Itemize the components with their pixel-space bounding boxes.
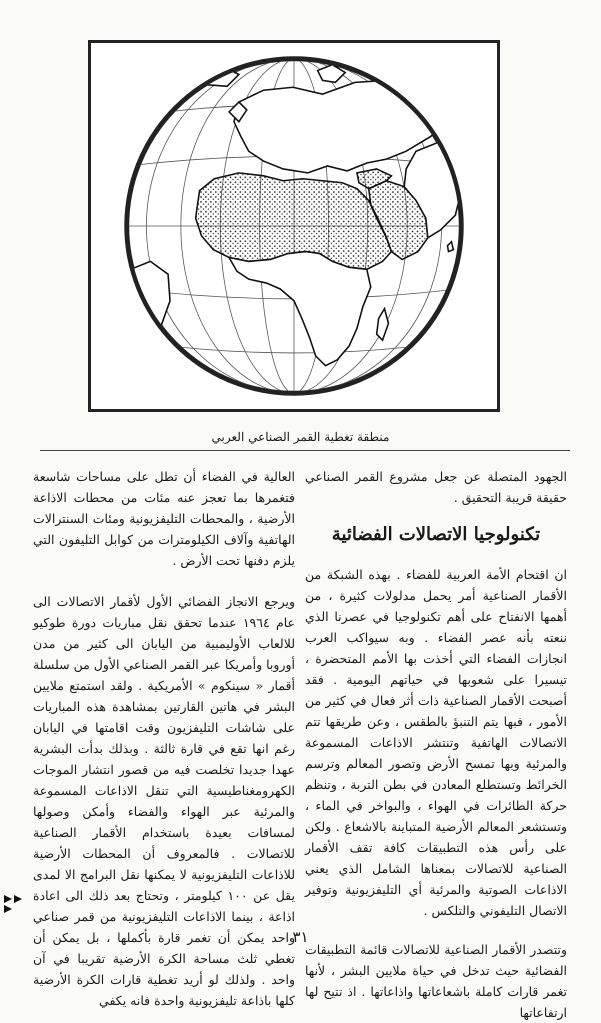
body-paragraph: ان اقتحام الأمة العربية للفضاء . بهذه الشبكة من الأقمار الصناعية أمر يحمل مدلولات كثيرة ، من أهمها الانفتاح على أهم تكنولوجيا في عصرنا الذي ننعته بأنه عصر الفضاء . وبه سيواكب العرب انجازات الفضاء التي أخذت بها الأمم المتحضرة ، تيسيرا على شعوبها في حياتهم اليومية . فقد أصبحت الأقمار الصناعية ذات أثر فعال في كثير من الأمور ، فبها يتم التنبؤ بالطقس ، وعن طريقها تتم الاتصالات الهاتفية وتنتشر الاذاعات المسموعة والمرئية وبها تمسح الأرض وتصور المعالم وترسم الخرائط وتستطلع المعادن في بطن التربة ، وتنظم حركة الطائرات في الهواء ، والبواخر في الماء ، وتستشعر المعالم الأرضية المتباينة بالاشعاع . ولكن على رأس هذه التطبيقات كافة تقف الأقمار الصناعية للاتصالات بمعناها الشامل الذي يعني الاذاعات الصوتية والمرئية أي التليفزيونية وتوفير الاتصال التليفوني والتلكس . <box>305 567 567 918</box>
figure-caption: منطقة تغطية القمر الصناعي العربي <box>211 430 390 444</box>
intro-paragraph: الجهود المتصلة عن جعل مشروع القمر الصناعي حقيقة قريبة التحقيق . <box>305 469 567 505</box>
page-marker-icon <box>2 893 26 915</box>
section-heading: تكنولوجيا الاتصالات الفضائية <box>331 524 541 545</box>
caption-divider <box>40 450 570 451</box>
body-paragraph: ويرجع الانجاز الفضائي الأول لأقمار الاتصالات الى عام ١٩٦٤ عندما تحقق نقل مباريات دورة طوكيو للالعاب الأوليمبية من اليابان الى كثير من مدن أوروبا وأمريكا عبر القمر الصناعي الأول من سلسلة أقمار « سينكوم » الأمريكية . ولقد استمتع ملايين البشر في هاتين القارتين بمشاهدة هذه المباريات على شاشات التليفزيون وقت اقامتها في اليابان رغم انها تقع في قارة ثالثة . وبذلك بدأت البشرية عهدا جديدا تخلصت فيه من قصور انتشار الموجات الكهرومغناطيسية التي تنقل الاذاعات المسموعة والمرئية عبر الهواء والفضاء وأمكن وصولها لمسافات بعيدة باستخدام الأقمار الصناعية للاتصالات . فالمعروف أن المحطات الأرضية للاذاعات التليفزيونية لا يمكنها نقل البرامج الا لمدى يقل عن ١٠٠ كيلومتر ، وتحتاج بعد ذلك الى اعادة اذاعة ، بينما الاذاعات التليفزيونية من قمر صناعي واحد يمكن أن تغمر قارة بأكملها ، بل يمكن أن تغطي ثلث مساحة الكرة الأرضية تقريبا في آن واحد . ولذلك لو أريد تغطية قارات الكرة الأرضية كلها باذاعة تليفزيونية واحدة فانه يكفي <box>33 594 295 1008</box>
coverage-map-figure <box>88 40 500 412</box>
page-number: ٣١ <box>292 928 309 946</box>
body-paragraph: وتتصدر الأقمار الصناعية للاتصالات قائمة التطبيقات الفضائية حيث تدخل في حياة ملايين البشر ، لأنها تغمر قارات كاملة باشعاعاتها واذاعاتها . اذ تتيح لها ارتفاعاتها <box>305 942 567 1020</box>
globe-map-illustration <box>91 43 497 409</box>
body-paragraph: العالية في الفضاء أن تطل على مساحات شاسعة فتغمرها بما تعجز عنه مئات من محطات الاذاعة الأرضية ، والمحطات التليفزيونية ومئات السنترالات الهاتفية وآلاف الكيلومترات من كوابل التليفون التي يلزم دفنها تحت الأرض . <box>33 469 295 568</box>
